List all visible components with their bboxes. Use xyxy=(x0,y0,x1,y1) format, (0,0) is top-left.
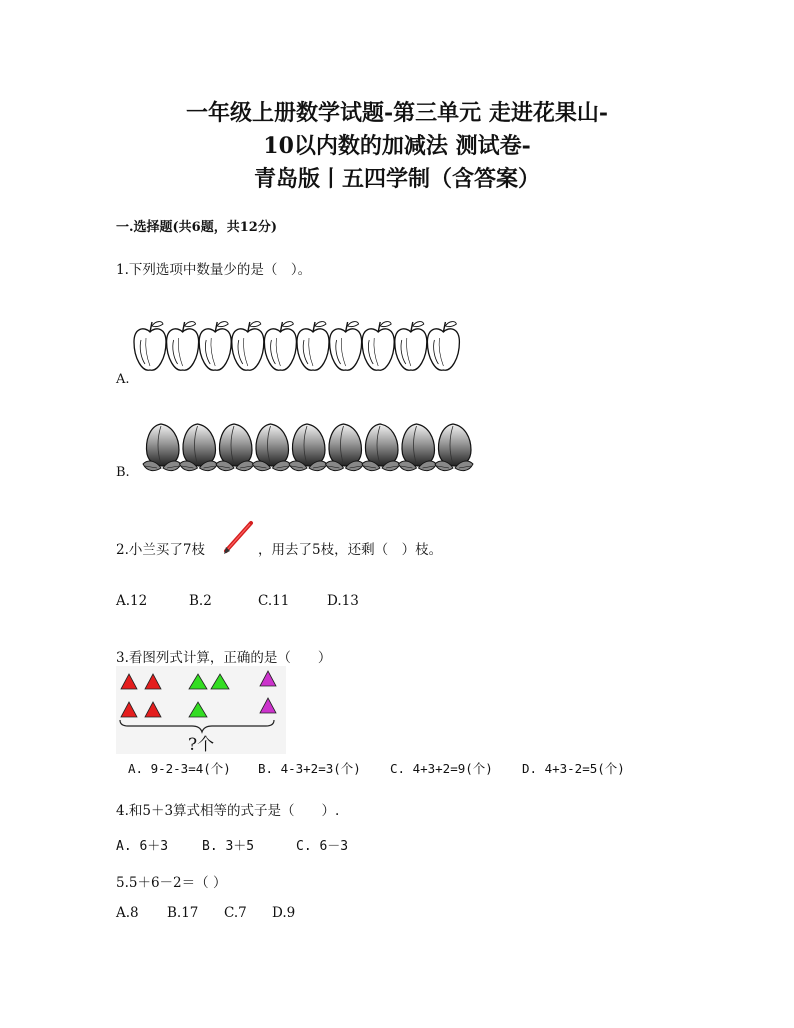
peach-icon xyxy=(180,424,218,471)
peach-icon xyxy=(253,424,291,471)
question-5-option-c[interactable]: C.7 xyxy=(224,905,247,921)
question-4-text: 4.和5＋3算式相等的式子是（ ）. xyxy=(116,803,340,819)
question-5-text: 5.5＋6－2＝（ ） xyxy=(116,875,227,891)
apple-icon xyxy=(297,322,329,371)
peach-icon xyxy=(216,424,254,471)
apple-icon xyxy=(264,322,296,371)
question-4-option-c[interactable]: C. 6－3 xyxy=(296,839,349,854)
page-title-line-2: 10以内数的加减法 测试卷- xyxy=(263,133,531,159)
question-5-options xyxy=(116,905,316,923)
question-2-option-c[interactable]: C.11 xyxy=(258,593,290,609)
question-2-option-a[interactable]: A.12 xyxy=(116,593,148,609)
peaches-image xyxy=(143,420,495,478)
question-3-options xyxy=(128,759,638,777)
question-4-options xyxy=(116,835,376,853)
brace-label: ?个 xyxy=(188,735,215,755)
apple-icon xyxy=(395,322,427,371)
question-3-option-a[interactable]: A. 9-2-3=4(个) xyxy=(128,761,231,776)
page-title-line-3: 青岛版丨五四学制（含答案） xyxy=(253,166,540,192)
peach-icon xyxy=(326,424,364,471)
apples-image xyxy=(134,318,466,380)
question-1-option-b-label: B. xyxy=(116,465,130,480)
peach-icon xyxy=(435,424,473,471)
question-5-option-d[interactable]: D.9 xyxy=(272,905,296,921)
apple-icon xyxy=(167,322,199,371)
question-5-option-a[interactable]: A.8 xyxy=(116,905,139,921)
apple-icon xyxy=(199,322,231,371)
question-1-option-a-label: A. xyxy=(116,372,130,387)
question-1-text: 1.下列选项中数量少的是（ ）。 xyxy=(116,262,312,278)
question-3-option-d[interactable]: D. 4+3-2=5(个) xyxy=(522,761,625,776)
apple-icon xyxy=(362,322,394,371)
peach-icon xyxy=(362,424,400,471)
pencil-icon xyxy=(222,519,256,555)
apple-icon xyxy=(330,322,362,371)
apple-icon xyxy=(232,322,264,371)
question-4-option-b[interactable]: B. 3＋5 xyxy=(202,839,255,854)
question-2-text-before: 2.小兰买了7枝 xyxy=(116,542,205,558)
peach-icon xyxy=(143,424,181,471)
peach-icon xyxy=(289,424,327,471)
question-2-option-d[interactable]: D.13 xyxy=(327,593,359,609)
section-heading: 一.选择题(共6题，共12分) xyxy=(116,220,277,235)
question-2-options xyxy=(116,593,416,611)
question-4-option-a[interactable]: A. 6＋3 xyxy=(116,839,169,854)
question-3-option-c[interactable]: C. 4+3+2=9(个) xyxy=(390,761,493,776)
apple-icon xyxy=(134,322,166,371)
question-3-text: 3.看图列式计算，正确的是（ ） xyxy=(116,650,332,666)
question-3-option-b[interactable]: B. 4-3+2=3(个) xyxy=(258,761,361,776)
question-2-text-after: ，用去了5枝，还剩（ ）枝。 xyxy=(258,542,443,558)
apple-icon xyxy=(427,322,459,371)
page-title-line-1: 一年级上册数学试题-第三单元 走进花果山- xyxy=(186,100,608,126)
peach-icon xyxy=(399,424,437,471)
question-2-option-b[interactable]: B.2 xyxy=(189,593,212,609)
question-5-option-b[interactable]: B.17 xyxy=(167,905,199,921)
